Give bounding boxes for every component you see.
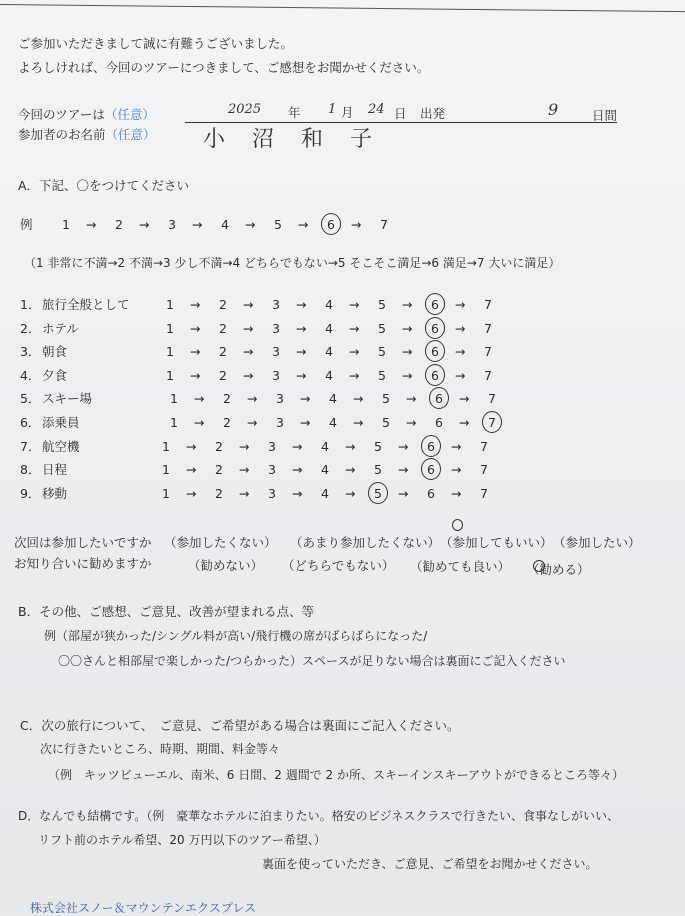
scale-arrow: → [344,462,356,478]
example-label: 例 [20,217,33,232]
scale-arrow: → [295,320,307,336]
scale-number-4[interactable]: 4 [321,438,329,454]
scale-arrow: → [450,462,462,478]
recommend-option-2[interactable]: （どちらでもない） [282,558,395,573]
rating-item-label: 朝食 [42,344,68,360]
scale-number-6[interactable]: 6 [427,462,435,478]
selected-rating-circle [425,293,445,315]
scale-number-2[interactable]: 2 [219,297,227,312]
scale-arrow: → [238,438,250,454]
scale-number-4[interactable]: 4 [221,217,229,232]
scale-arrow: → [344,438,356,454]
selected-rating-circle [482,411,502,433]
scale-arrow: → [348,367,360,383]
scale-arrow: → [405,415,417,430]
scale-arrow: → [405,391,417,407]
scale-arrow: → [291,438,303,454]
scale-number-2[interactable]: 2 [115,217,123,232]
scale-arrow: → [191,217,203,232]
scale-number-5[interactable]: 5 [378,367,386,383]
scale-arrow: → [397,485,409,501]
scale-number-2[interactable]: 2 [215,462,223,478]
scale-number-7[interactable]: 7 [484,344,492,360]
scale-number-4[interactable]: 4 [329,415,337,430]
tour-month-handwritten: 1 [328,102,337,117]
scale-number-5[interactable]: 5 [374,462,382,478]
scale-number-1[interactable]: 1 [162,485,170,501]
scale-number-4[interactable]: 4 [321,485,329,501]
recommend-option-4[interactable]: （勧める） [527,562,590,577]
recommend-option-3[interactable]: （勧めても良い） [410,559,511,574]
scale-arrow: → [246,391,258,407]
scale-number-4[interactable]: 4 [321,462,329,478]
scale-arrow: → [348,297,360,312]
scale-number-5[interactable]: 5 [378,320,386,336]
recommend-question: お知り合いに勧めますか [14,556,152,571]
next-time-option-1[interactable]: （参加したくない） [164,535,277,550]
scale-arrow: → [291,485,303,501]
rating-item-label: 移動 [42,485,68,501]
scale-arrow: → [242,367,254,383]
scale-arrow: → [450,485,462,501]
scale-number-6[interactable]: 6 [435,415,443,430]
tour-month-unit: 月 [341,105,354,120]
scale-number-1[interactable]: 1 [166,297,174,312]
recommend-selection-mark [533,560,545,572]
scale-arrow: → [238,462,250,478]
scale-number-7[interactable]: 7 [488,391,496,407]
rating-item-label: 日程 [42,462,68,478]
scale-number-7[interactable]: 7 [480,438,488,454]
selected-rating-circle [425,340,445,362]
rating-scale-row [162,439,492,457]
intro-line-1: ご参加いただきまして誠に有難うございました。 [18,36,294,51]
scale-number-3[interactable]: 3 [276,415,284,430]
scale-number-3[interactable]: 3 [268,462,276,478]
rating-item-label: スキー場 [42,391,93,407]
scale-arrow: → [350,217,362,232]
scale-number-6[interactable]: 6 [431,297,439,312]
section-c-line-2: （例 キッツビューエル、南米、6 日間、2 週間で 2 か所、スキーインスキーアウトができるところ等々） [48,768,625,782]
scale-number-3[interactable]: 3 [276,391,284,407]
scale-arrow: → [454,344,466,360]
section-d-line-1: リフト前のホテル希望、20 万円以下のツアー希望、） [38,833,326,847]
scale-number-5[interactable]: 5 [378,297,386,312]
tour-year-unit: 年 [288,105,301,120]
scale-number-3[interactable]: 3 [272,367,280,383]
rating-item-number: 5． [20,391,41,407]
section-b-example-1: 例（部屋が狭かった/シングル料が高い/飛行機の席がばらばらになった/ [44,629,428,643]
selected-rating-circle [425,317,445,339]
scale-number-7[interactable]: 7 [488,415,496,430]
scale-arrow: → [295,367,307,383]
rating-scale-row [162,462,492,480]
rating-item-label: 航空機 [42,438,80,454]
scale-number-3[interactable]: 3 [268,438,276,454]
scale-arrow: → [397,462,409,478]
scale-arrow: → [189,344,201,360]
scale-number-5[interactable]: 5 [374,438,382,454]
scale-number-4[interactable]: 4 [325,297,333,312]
scale-number-4[interactable]: 4 [329,391,337,407]
scale-number-5[interactable]: 5 [382,391,390,407]
scale-number-6[interactable]: 6 [431,344,439,360]
scale-arrow: → [238,485,250,501]
scale-number-6[interactable]: 6 [427,485,435,501]
selected-rating-circle [429,387,449,409]
recommend-option-1[interactable]: （勧めない） [188,558,264,573]
scale-number-7[interactable]: 7 [484,367,492,383]
scale-number-7[interactable]: 7 [480,462,488,478]
scale-number-2[interactable]: 2 [215,485,223,501]
tour-year-handwritten: 2025 [228,102,262,117]
rating-item-number: 1． [20,297,41,312]
scale-arrow: → [185,462,197,478]
scale-arrow: → [401,320,413,336]
scale-number-5[interactable]: 5 [378,344,386,360]
scale-number-2[interactable]: 2 [219,320,227,336]
rating-item-number: 7． [20,438,41,454]
scale-number-6[interactable]: 6 [431,320,439,336]
footer-company: 株式会社スノー＆マウンテンエクスプレス [30,901,257,915]
scale-arrow: → [297,217,309,232]
rating-legend: （1 非常に不満→2 不満→3 少し不満→4 どちらでもない→5 そこそこ満足→6 満足→7 大いに満足） [24,256,561,270]
scale-number-7[interactable]: 7 [484,297,492,312]
scale-arrow: → [185,485,197,501]
rating-item-number: 9． [20,485,41,501]
scale-arrow: → [299,391,311,407]
scale-arrow: → [397,438,409,454]
tour-label: 今回のツアーは（任意） [18,107,155,122]
scale-number-7[interactable]: 7 [484,320,492,336]
scale-arrow: → [450,438,462,454]
scale-arrow: → [454,297,466,312]
scale-arrow: → [299,415,311,430]
next-time-question: 次回は参加したいですか [14,535,152,550]
selected-rating-circle [421,435,441,457]
scale-arrow: → [348,344,360,360]
rating-scale-row [170,415,500,433]
scale-arrow: → [244,217,256,232]
scale-number-1[interactable]: 1 [166,367,174,383]
scale-number-2[interactable]: 2 [219,344,227,360]
scale-number-4[interactable]: 4 [325,367,333,383]
tour-duration-handwritten: 9 [548,100,559,119]
scale-number-3[interactable]: 3 [272,297,280,312]
scale-number-3[interactable]: 3 [272,320,280,336]
rating-item-label: 旅行全般として [42,297,130,312]
scale-arrow: → [352,415,364,430]
intro-line-2: よろしければ、今回のツアーにつきまして、ご感想をお聞かせください。 [18,60,430,75]
scale-number-4[interactable]: 4 [325,320,333,336]
scale-number-7[interactable]: 7 [480,485,488,501]
scale-number-3[interactable]: 3 [268,485,276,501]
scale-arrow: → [401,367,413,383]
scale-arrow: → [189,367,201,383]
example-scale [62,217,392,235]
next-time-option-3[interactable]: （参加してもいい） [440,535,553,550]
scale-arrow: → [85,217,97,232]
scale-arrow: → [193,391,205,407]
tour-day-unit: 日 [394,106,407,121]
scale-arrow: → [458,391,470,407]
section-d-line-2: 裏面を使っていただき、ご意見、ご希望をお聞かせください。 [262,857,598,871]
scale-arrow: → [401,297,413,312]
section-c-line-1: 次に行きたいところ、時期、期間、料金等々 [40,742,281,756]
participant-label: 参加者のお名前（任意） [18,127,156,142]
rating-scale-row [166,344,496,362]
scale-number-5[interactable]: 5 [382,415,390,430]
scale-arrow: → [242,320,254,336]
scale-arrow: → [242,344,254,360]
rating-item-label: 添乗員 [42,415,80,430]
section-b-example-2: 〇〇さんと相部屋で楽しかった/つらかった）スペースが足りない場合は裏面にご記入ください [58,654,566,668]
scale-arrow: → [189,320,201,336]
rating-scale-row [166,297,496,315]
scale-arrow: → [401,344,413,360]
rating-scale-row [162,486,492,504]
scale-number-5[interactable]: 5 [274,217,282,232]
selected-rating-circle [368,482,388,504]
rating-item-label: 夕食 [42,367,68,383]
scale-arrow: → [185,438,197,454]
scale-number-2[interactable]: 2 [219,367,227,383]
scale-arrow: → [138,217,150,232]
scale-number-1[interactable]: 1 [170,415,178,430]
rating-item-label: ホテル [42,320,79,336]
scale-arrow: → [246,415,258,430]
tour-day-handwritten: 24 [368,102,385,117]
selected-rating-circle [321,213,341,235]
scale-number-2[interactable]: 2 [223,391,231,407]
scale-arrow: → [295,297,307,312]
scale-arrow: → [344,485,356,501]
section-c-title: C．次の旅行について、 ご意見、ご希望がある場合は裏面にご記入ください。 [20,718,460,733]
scale-arrow: → [454,320,466,336]
next-time-selection-mark [452,519,463,531]
scale-arrow: → [352,391,364,407]
scale-arrow: → [454,367,466,383]
scale-number-6[interactable]: 6 [327,217,335,232]
section-d-title: D．なんでも結構です。（例 豪華なホテルに泊まりたい。格安のビジネスクラスで行きたい、食事なしがいい、 [18,809,619,823]
rating-scale-row [166,321,496,339]
section-a-title: A．下記、〇をつけてください [18,178,190,193]
scale-number-6[interactable]: 6 [431,367,439,383]
scale-number-1[interactable]: 1 [166,320,174,336]
scale-arrow: → [348,320,360,336]
rating-scale-row [170,391,500,409]
rating-item-number: 3． [20,344,41,360]
rating-item-number: 2． [20,320,41,336]
scale-number-6[interactable]: 6 [427,438,435,454]
participant-name-handwritten: 小 沼 和 子 [203,127,382,152]
scale-number-7[interactable]: 7 [380,217,388,232]
next-time-option-2[interactable]: （あまり参加したくない） [290,535,441,550]
selected-rating-circle [421,458,441,480]
scale-number-6[interactable]: 6 [435,391,443,407]
scale-number-1[interactable]: 1 [162,462,170,478]
scale-arrow: → [242,297,254,312]
rating-item-number: 8． [20,462,41,478]
scale-number-1[interactable]: 1 [166,344,174,360]
scale-number-5[interactable]: 5 [374,485,382,501]
scale-number-1[interactable]: 1 [162,438,170,454]
scale-arrow: → [291,462,303,478]
rating-item-number: 6． [20,415,41,430]
scale-number-1[interactable]: 1 [170,391,178,407]
next-time-option-4[interactable]: （参加したい） [553,535,641,550]
tour-depart-label: 出発 [420,106,446,121]
scale-arrow: → [193,415,205,430]
top-edge-line [0,4,685,12]
selected-rating-circle [425,364,445,386]
scale-number-2[interactable]: 2 [223,415,231,430]
section-b-title: B．その他、ご感想、ご意見、改善が望まれる点、等 [18,604,315,619]
scale-number-4[interactable]: 4 [325,344,333,360]
rating-item-number: 4． [20,367,41,383]
scale-number-2[interactable]: 2 [215,438,223,454]
scale-number-3[interactable]: 3 [168,217,176,232]
scale-number-1[interactable]: 1 [62,217,70,232]
scale-arrow: → [458,415,470,430]
scale-arrow: → [189,297,201,312]
rating-scale-row [166,368,496,386]
tour-duration-unit: 日間 [592,108,618,123]
scale-arrow: → [295,344,307,360]
scale-number-3[interactable]: 3 [272,344,280,360]
